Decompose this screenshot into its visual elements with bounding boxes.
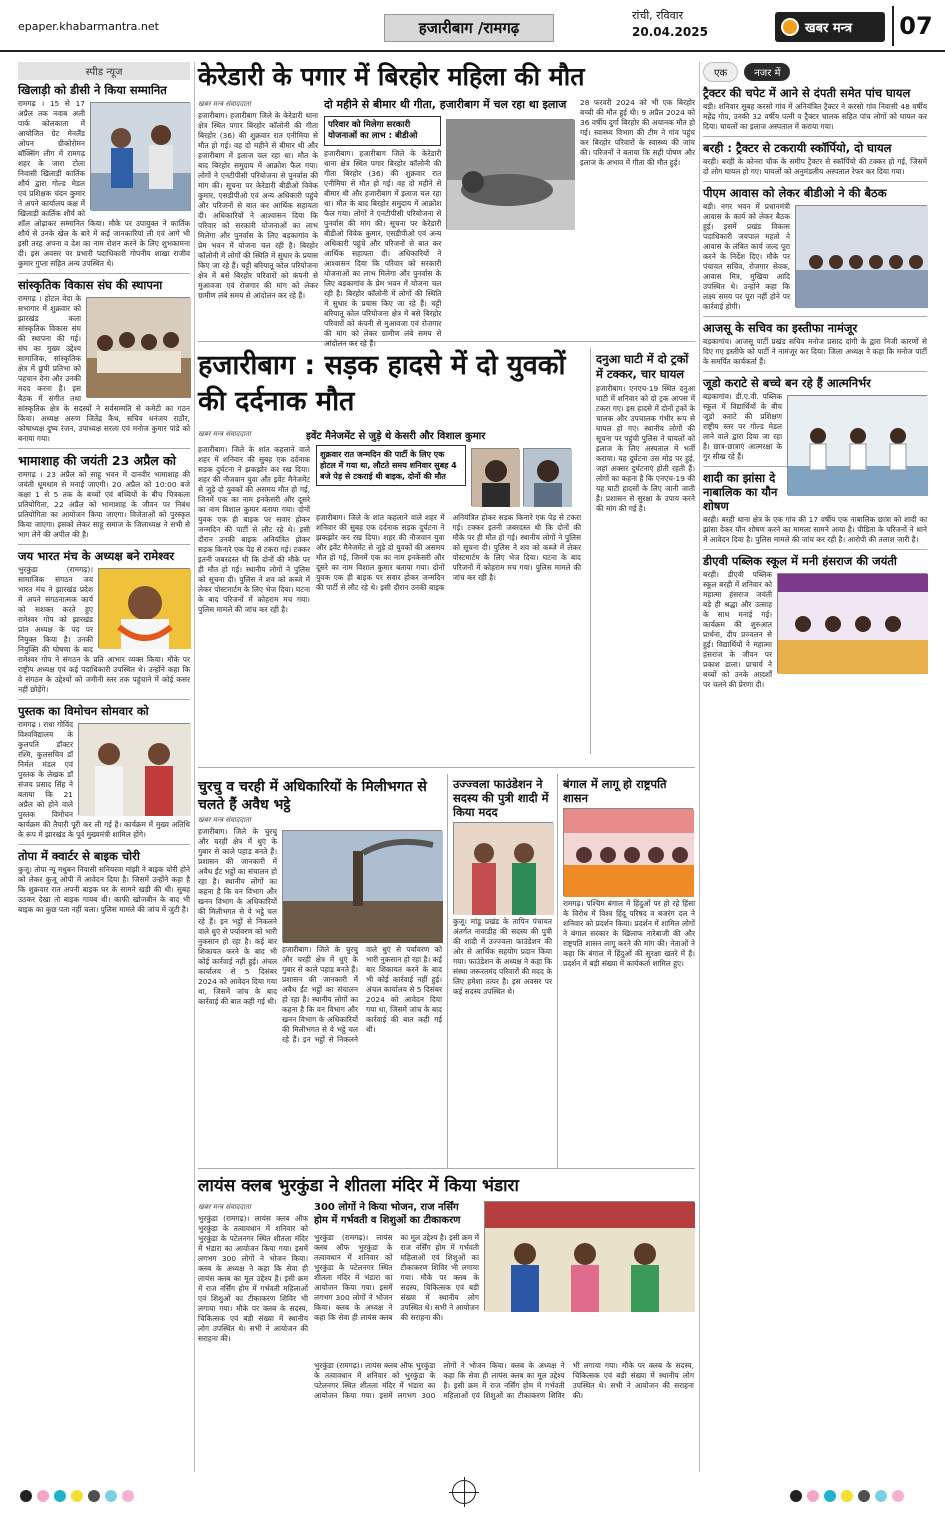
row-middle-stories bbox=[198, 774, 695, 1169]
story-headline: सांस्कृतिक विकास संघ की स्थापना bbox=[18, 278, 163, 292]
main-column bbox=[198, 62, 695, 1472]
story-body: रामगढ़ । राधा गोविंद विश्वविद्यालय के कुलपति डॉक्टर रश्मि, कुलसचिव डॉ निर्मल मंडल एवं पुस्तक के लेखक डॉ संजय प्रसाद सिंह ने बताया कि 21 अप्रैल को होने वाले पुस्तक विमोचन कार्यक्रम की तैयारी पूरी कर ली गई है। कार्यक्रम में मुख्य अतिथि के रूप में झारखंड के पूर्व मुख्यमंत्री शामिल होंगे। bbox=[18, 720, 190, 839]
story-jai-bharat bbox=[18, 549, 190, 700]
bengal-body: रामगढ़। पश्चिम बंगाल में हिंदुओं पर हो रहे हिंसा के विरोध में विश्व हिंदू परिषद व बजरंग दल ने शनिवार को प्रदर्शन किया। प्रदर्शन में शामिल लोगों ने बंगाल सरकार के खिलाफ नारेबाजी की और राष्ट्रपति शासन लागू करने की मांग की। नेताओं ने कहा कि बंगाल में हिंदुओं की सुरक्षा खतरे में है। प्रदर्शन में बड़ी संख्या में कार्यकर्ता शामिल हुए। bbox=[563, 899, 695, 968]
lions-body-cont: भुरकुंडा (रामगढ़)। लायंस क्लब ऑफ भुरकुंडा के तत्वावधान में शनिवार को भुरकुंडा के पटेलनगर स्थित शीतला मंदिर में भंडारा का आयोजन किया गया। इसमें लगभग 300 लोगों ने भोजन किया। क्लब के अध्यक्ष ने कहा कि सेवा ही लायंस क्लब का मूल उद्देश्य है। इसी क्रम में राज नर्सिंग होम में गर्भवती महिलाओं एवं शिशुओं का टीकाकरण शिविर भी लगाया गया। मौके पर क्लब के सदस्य, चिकित्सक एवं बड़ी संख्या में स्थानीय लोग उपस्थित थे। सभी ने आयोजन की सराहना की। bbox=[314, 1233, 479, 1322]
road-body: हजारीबाग। जिले के शांत कहलाने वाले शहर में शनिवार की सुबह एक दर्दनाक सड़क दुर्घटना ने झकझोर कर रख दिया। शहर की नौजवान युवा और इवेंट मैनेजमेंट से जुड़े दो युवकों की असमय मौत हो गई, जिनमें एक का नाम इनकेसरी और दूसरे का नाम विशाल कुमार बताया गया। दोनों युवक एक ही बाइक पर सवार होकर जन्मदिन की पार्टी से लौट रहे थे। इसी दौरान उनकी बाइक अनियंत्रित होकर सड़क किनारे एक पेड़ से टकरा गई। टक्कर इतनी जबरदस्त थी कि दोनों की मौके पर ही मौत हो गई। स्थानीय लोगों ने पुलिस को सूचना दी। पुलिस ने शव को कब्जे में लेकर पोस्टमार्टम के लिए भेज दिया। घटना के बाद परिजनों में कोहराम मच गया। पुलिस मामले की जांच कर रही है। bbox=[198, 445, 310, 614]
story-tractor-couple bbox=[703, 86, 927, 137]
photo-dc-honour bbox=[90, 102, 190, 210]
story-scorpio bbox=[703, 141, 927, 182]
kiln-body-cont: हजारीबाग। जिले के चुरचु और चरही क्षेत्र में धुएं के गुबार से काले पहाड़ बनते हैं। प्रशासन की जानकारी में अवैध ईंट भट्ठों का संचालन हो रहा है। स्थानीय लोगों का कहना है कि वन विभाग और खनन विभाग के अधिकारियों की मिलीभगत से ये भट्ठे चल रहे हैं। इन भट्ठों से निकलने वाले धुएं से पर्यावरण को भारी नुकसान हो रहा है। कई बार शिकायत करने के बाद भी कोई कार्रवाई नहीं हुई। अंचल कार्यालय से 5 दिसंबर 2024 को आवेदन दिया गया था, जिसमें जांच के बाद कार्रवाई की बात कही गई थी। bbox=[282, 945, 442, 1044]
story-ujjwala bbox=[448, 774, 558, 1168]
photo-cultural-meeting bbox=[86, 297, 190, 397]
story-body: बरही। बरही थाना क्षेत्र के एक गांव की 17 वर्षीय एक नाबालिक छात्रा को शादी का झांसा देकर यौन शोषण करने का मामला सामने आया है। पीड़िता के परिजनों ने थाने में आवेदन दिया है। पुलिस मामले की जांच कर रही है। आरोपी की तलाश जारी है। bbox=[703, 515, 927, 544]
column-divider bbox=[699, 62, 700, 1472]
story-lions-club bbox=[198, 1175, 695, 1465]
photo-pm-awas-meeting bbox=[795, 205, 927, 307]
story-dav-hansraj bbox=[703, 554, 927, 694]
photo-victim-1 bbox=[471, 448, 519, 506]
story-body: बड़कागांव। आजसू पार्टी प्रखंड सचिव मनोज प्रसाद दांगी के द्वारा निजी कारणों से दिए गए इस्तीफे को पार्टी ने नामंजूर कर दिया। जिला अध्यक्ष ने कहा कि मनोज पार्टी के समर्पित कार्यकर्ता हैं। bbox=[703, 337, 927, 366]
byline: खबर मन्त्र संवाददाता bbox=[198, 1203, 251, 1211]
photo-lions-bhandara bbox=[484, 1201, 694, 1311]
date-block bbox=[632, 8, 708, 40]
ujjwala-body: कुजू। मांडू प्रखंड के तापिन पंचायत अंतर्गत नावाडीह की सदस्य की पुत्री की शादी में उज्ज्वला फाउंडेशन की ओर से आर्थिक सहयोग प्रदान किया गया। फाउंडेशन के अध्यक्ष ने कहा कि संस्था जरूरतमंद परिवारों की मदद के लिए हमेशा तत्पर है। इस अवसर पर कई सदस्य उपस्थित थे। bbox=[453, 917, 552, 996]
kiln-body: हजारीबाग। जिले के चुरचु और चरही क्षेत्र में धुएं के गुबार से काले पहाड़ बनते हैं। प्रशासन की जानकारी में अवैध ईंट भट्ठों का संचालन हो रहा है। स्थानीय लोगों का कहना है कि वन विभाग और खनन विभाग के अधिकारियों की मिलीभगत से ये भट्ठे चल रहे हैं। इन भट्ठों से निकलने वाले धुएं से पर्यावरण को भारी नुकसान हो रहा है। कई बार शिकायत करने के बाद भी कोई कार्रवाई नहीं हुई। अंचल कार्यालय से 5 दिसंबर 2024 को आवेदन दिया गया था, जिसमें जांच के बाद कार्रवाई की बात कही गई थी। bbox=[198, 827, 277, 1006]
registration-dot bbox=[71, 1490, 83, 1502]
section-label: नजर में bbox=[744, 63, 790, 81]
section-header bbox=[703, 62, 927, 82]
story-pm-awas bbox=[703, 186, 927, 317]
road-boxed-sub: शुक्रवार रात जन्मदिन की पार्टी के लिए एक होटल में गया था, लौटते समय शनिवार सुबह 4 बजे पेड़ से टकराई थी बाइक, दोनों की मौत bbox=[316, 445, 466, 486]
story-headline: शादी का झांसा दे नाबालिक का यौन शोषण bbox=[703, 471, 778, 513]
story-body: बरही। डीएवी पब्लिक स्कूल बरही में शनिवार को महात्मा हंसराज जयंती बड़े ही श्रद्धा और उत्साह के साथ मनाई गई। कार्यक्रम की शुरुआत प्रार्थना, दीप प्रज्वलन से हुई। विद्यार्थियों ने महात्मा हंसराज के जीवन पर प्रकाश डाला। प्राचार्य ने बच्चों को उनके आदर्शों पर चलने की प्रेरणा दी। bbox=[703, 570, 772, 689]
story-body: बड़ी। शनिवार सुबह करसो गांव में अनियंत्रित ट्रैक्टर ने करसो गांव निवासी 48 वर्षीय महेंद्र गोप, उनकी 32 वर्षीय पत्नी व ट्रैक्टर चालक सहित पांच लोगों को घायल कर दिया। घायलों का इलाज अस्पताल में कराया गया। bbox=[703, 102, 927, 131]
lead-left-col bbox=[198, 98, 318, 338]
story-dc-honour bbox=[18, 83, 190, 274]
lead-body-part: हजारीबाग। हजारीबाग जिले के केरेडारी थाना क्षेत्र स्थित पगार बिरहोर कॉलोनी की गीता बिरहोर (36) की शुक्रवार रात एनीमिया से मौत हो गई। वह दो महीने से बीमार थी और हजारीबाग में इलाज चल रहा था। मौत के बाद बिरहोर समुदाय में आक्रोश फैल गया। लोगों ने एनटीपीसी परियोजना से पुनर्वास की मांग की। सूचना पर केरेडारी बीडीओ विवेक कुमार, एसडीपीओ एवं अन्य अधिकारी पहुंचे और परिजनों से बात कर आर्थिक सहायता दी। अधिकारियों ने आश्वासन दिया कि परिवार को सरकारी योजनाओं का लाभ मिलेगा और पुनर्वास के लिए बड़कागांव के प्रेम भवन में योजना चल रही है। बिरहोर कॉलोनी में लोगों की स्थिति में सुधार के प्रयास किए जा रहे हैं। चट्टी बरियातू कोल परियोजना क्षेत्र में बसे बिरहोर परिवारों को कंपनी से मुआवजा एवं रोजगार की मांग को लेकर ग्रामीण लंबे समय से आंदोलन कर रहे हैं। bbox=[324, 149, 442, 348]
edition-tag: हजारीबाग /रामगढ़ bbox=[384, 14, 554, 42]
story-headline: जय भारत मंच के अध्यक्ष बने रामेश्वर bbox=[18, 549, 175, 563]
registration-dot bbox=[841, 1490, 853, 1502]
column-divider bbox=[194, 62, 195, 1472]
road-headline: हजारीबाग : सड़क हादसे में दो युवकों की दर्दनाक मौत bbox=[198, 350, 566, 417]
lions-body: भुरकुंडा (रामगढ़)। लायंस क्लब ऑफ भुरकुंडा के तत्वावधान में शनिवार को भुरकुंडा के पटेलनगर स्थित शीतला मंदिर में भंडारा का आयोजन किया गया। इसमें लगभग 300 लोगों ने भोजन किया। क्लब के अध्यक्ष ने कहा कि सेवा ही लायंस क्लब का मूल उद्देश्य है। इसी क्रम में राज नर्सिंग होम में गर्भवती महिलाओं एवं शिशुओं का टीकाकरण शिविर भी लगाया गया। मौके पर क्लब के सदस्य, चिकित्सक एवं बड़ी संख्या में स्थानीय लोग उपस्थित थे। सभी ने आयोजन की सराहना की। bbox=[198, 1214, 308, 1343]
registration-marks-left bbox=[20, 1490, 134, 1502]
brand-mark-icon bbox=[781, 18, 799, 36]
story-body: बड़ी। नगर भवन में प्रधानमंत्री आवास के कार्य को लेकर बैठक हुई। इसमें प्रखंड विकास पदाधिकारी जयपाल महतो ने आवास के लंबित कार्य जल्द पूरा करने के निर्देश दिए। मौके पर पंचायत सचिव, रोजगार सेवक, आवास मित्र, मुखिया आदि उपस्थित थे। उन्होंने कहा कि लक्ष्य समय पर पूरा नहीं होने पर कार्रवाई होगी। bbox=[703, 202, 790, 311]
registration-crosshair-icon bbox=[452, 1480, 476, 1504]
byline: खबर मन्त्र संवाददाता bbox=[198, 430, 251, 438]
road-body-cont: हजारीबाग। जिले के शांत कहलाने वाले शहर में शनिवार की सुबह एक दर्दनाक सड़क दुर्घटना ने झकझोर कर रख दिया। शहर की नौजवान युवा और इवेंट मैनेजमेंट से जुड़े दो युवकों की असमय मौत हो गई, जिनमें एक का नाम इनकेसरी और दूसरे का नाम विशाल कुमार बताया गया। दोनों युवक एक ही बाइक पर सवार होकर जन्मदिन की पार्टी से लौट रहे थे। इसी दौरान उनकी बाइक अनियंत्रित होकर सड़क किनारे एक पेड़ से टकरा गई। टक्कर इतनी जबरदस्त थी कि दोनों की मौके पर ही मौत हो गई। स्थानीय लोगों ने पुलिस को सूचना दी। पुलिस ने शव को कब्जे में लेकर पोस्टमार्टम के लिए भेज दिया। घटना के बाद परिजनों में कोहराम मच गया। पुलिस मामले की जांच कर रही है। bbox=[316, 513, 581, 592]
story-cultural-sangh bbox=[18, 278, 190, 449]
story-body: रामगढ़ । 23 अप्रैल को साहू भवन में दानवीर भामाशाह की जयंती धूमधाम से मनाई जाएगी। 20 अप्रैल को 10:00 बजे कक्षा 1 से 5 तक के बच्चों एवं बच्चियों के बीच चित्रकला प्रतियोगिता, 22 अप्रैल को भामाशाह के जीवन पर निबंध प्रतियोगिता का आयोजन किया जाएगा। विजेताओं को पुरस्कृत किया जाएगा। इसको लेकर साहू समाज के जिलाध्यक्ष ने सभी से भाग लेने की अपील की है। bbox=[18, 470, 190, 539]
lead-right-col bbox=[580, 98, 695, 338]
registration-marks-right bbox=[790, 1490, 904, 1502]
story-judo bbox=[703, 376, 927, 467]
registration-dot bbox=[122, 1490, 134, 1502]
story-road-accident bbox=[198, 348, 695, 768]
byline: खबर मन्त्र संवाददाता bbox=[198, 100, 251, 108]
registration-dot bbox=[88, 1490, 100, 1502]
photo-sick-woman bbox=[446, 119, 574, 229]
left-column bbox=[18, 62, 190, 1472]
ghat-headline: दनुआ घाटी में दो ट्रकों में टक्कर, चार घायल bbox=[596, 352, 689, 381]
lead-boxed-sub: परिवार को मिलेगा सरकारी योजनाओं का लाभ : बीडीओ bbox=[324, 116, 441, 146]
byline: खबर मन्त्र संवाददाता bbox=[198, 816, 251, 824]
story-body: बड़कागांव। डी.ए.वी. पब्लिक स्कूल में विद्यार्थियों के बीच जूडो कराटे की प्रशिक्षण राष्ट्रीय स्तर पर गोल्ड मेडल लाने वाले द्वारा दिया जा रहा है। छात्र-छात्राएं आत्मरक्षा के गुर सीख रहे हैं। bbox=[703, 392, 782, 461]
registration-dot bbox=[807, 1490, 819, 1502]
kiln-headline: चुरचु व चरही में अधिकारियों के मिलीभगत से चलते हैं अवैध भट्ठे bbox=[198, 779, 427, 813]
city-day: रांची, रविवार bbox=[632, 9, 684, 22]
lions-body-lower: भुरकुंडा (रामगढ़)। लायंस क्लब ऑफ भुरकुंडा के तत्वावधान में शनिवार को भुरकुंडा के पटेलनगर स्थित शीतला मंदिर में भंडारा का आयोजन किया गया। इसमें लगभग 300 लोगों ने भोजन किया। क्लब के अध्यक्ष ने कहा कि सेवा ही लायंस क्लब का मूल उद्देश्य है। इसी क्रम में राज नर्सिंग होम में गर्भवती महिलाओं एवं शिशुओं का टीकाकरण शिविर भी लगाया गया। मौके पर क्लब के सदस्य, चिकित्सक एवं बड़ी संख्या में स्थानीय लोग उपस्थित थे। सभी ने आयोजन की सराहना की। bbox=[314, 1361, 694, 1400]
brand-name: खबर मन्त्र bbox=[805, 21, 853, 36]
right-column bbox=[703, 62, 927, 1472]
registration-dot bbox=[858, 1490, 870, 1502]
photo-bengal-protest bbox=[563, 808, 693, 896]
lead-body-part-b: 28 फरवरी 2024 को भी एक बिरहोर बच्ची की मौत हुई थी। 9 अप्रैल 2024 को 36 वर्षीय दुर्गा बिरहोर की अचानक मौत हो गई। स्वास्थ्य विभाग की टीम ने गांव पहुंच कर बिरहोर परिवारों के स्वास्थ्य की जांच की। परिजनों ने बताया कि सही पोषण और इलाज के अभाव में गीता की मौत हुई। bbox=[580, 98, 695, 167]
registration-dot bbox=[790, 1490, 802, 1502]
story-body: रामगढ़ । होटल वेदा के सभागार में शुक्रवार को झारखंड कला सांस्कृतिक विकास संघ की स्थापना की गई। संघ का मुख्य उद्देश्य सामाजिक, सांस्कृतिक क्षेत्र में छुपी प्रतिभा को पहचान देना और उनकी मदद करना है। इस बैठक में संगीत तथा सांस्कृतिक क्षेत्र के सदस्यों ने सर्वसम्मति से कमेटी का गठन किया। अध्यक्ष अरुण जितेंद्र कैथ, सचिव धनंजय राठौर, कोषाध्यक्ष दुष्य रंजन, उपाध्यक्ष सरला एवं मनोज कुमार पांडे को बनाया गया। bbox=[18, 294, 190, 443]
story-ajsu bbox=[703, 321, 927, 372]
page-number: 07 bbox=[892, 6, 938, 46]
story-body: रामगढ़ । 15 से 17 अप्रैल तक नवाब अली पार्क कोलकाता में आयोजित ग्रेट मेनलैंड ओपन ग्रीकोरोमन बॉक्सिंग लीग में रामगढ़ शहर के जारा टोला निवासी खिलाड़ी कार्तिक शौर्य द्वारा गोल्ड मेडल एवं प्रशिक्षक चंदन कुमार ने अपने कार्यालय कक्ष में खिलाड़ी कार्तिक शौर्य को शॉल ओढ़ाकर सम्मानित किया। मौके पर उपायुक्त ने कार्तिक शौर्य से उनके खेल के बारे में कई जानकारियां ली एवं आगे भी इसी तरह अपना व देश का नाम रोशन करने के लिए शुभकामना दी। इस अवसर पर प्रभारी पदाधिकारी गोपनीय शाखा राजीव कुमार गुप्ता सहित अन्य उपस्थित थे। bbox=[18, 99, 190, 268]
issue-date: 20.04.2025 bbox=[632, 25, 708, 39]
lead-kicker: दो महीने से बीमार थी गीता, हजारीबाग में चल रहा था इलाज bbox=[324, 98, 567, 111]
registration-dot bbox=[105, 1490, 117, 1502]
story-headline: डीएवी पब्लिक स्कूल में मनी हंसराज की जयंती bbox=[703, 554, 897, 568]
story-headline: बरही : ट्रैक्टर से टकरायी स्कॉर्पियो, दो घायल bbox=[703, 141, 892, 155]
lions-headline: लायंस क्लब भुरकुंडा ने शीतला मंदिर में किया भंडारा bbox=[198, 1176, 519, 1196]
story-headline: जूडो कराटे से बच्चे बन रहे हैं आत्मनिर्भर bbox=[703, 376, 871, 390]
story-bhamashah bbox=[18, 453, 190, 545]
lead-center-col bbox=[324, 98, 574, 348]
site-url[interactable]: epaper.khabarmantra.net bbox=[18, 20, 159, 33]
lions-kicker: 300 लोगों ने किया भोजन, राज नर्सिंग होम में गर्भवती व शिशुओं का टीकाकरण bbox=[314, 1202, 461, 1226]
story-headline: भामाशाह की जयंती 23 अप्रैल को bbox=[18, 453, 176, 468]
road-kicker: इवेंट मैनेजमेंट से जुड़े थे केसरी और विशाल कुमार bbox=[306, 431, 486, 442]
story-illegal-kilns bbox=[198, 774, 448, 1168]
story-body: कुजू। तोपा न्यू मधुबन निवासी सनियरवा मांझी ने बाइक चोरी होने को लेकर कुजू ओपी में आवेदन दिया है। जिसमें उन्होंने कहा है कि शुक्रवार रात अपनी बाइक घर के सामने खड़ी की थी। सुबह उठकर देखा तो बाइक गायब थी। काफी खोजबीन के बाद भी बाइक का कुछ पता नहीं चला। पुलिस मामले की जांच में जुटी है। bbox=[18, 865, 190, 914]
section-label: स्पीड न्यूज bbox=[18, 62, 190, 80]
story-headline: तोपा में क्वार्टर से बाइक चोरी bbox=[18, 849, 140, 863]
lead-body-part: हजारीबाग। हजारीबाग जिले के केरेडारी थाना क्षेत्र स्थित पगार बिरहोर कॉलोनी की गीता बिरहोर (36) की शुक्रवार रात एनीमिया से मौत हो गई। वह दो महीने से बीमार थी और हजारीबाग में इलाज चल रहा था। मौत के बाद बिरहोर समुदाय में आक्रोश फैल गया। लोगों ने एनटीपीसी परियोजना से पुनर्वास की मांग की। सूचना पर केरेडारी बीडीओ विवेक कुमार, एसडीपीओ एवं अन्य अधिकारी पहुंचे और परिजनों से बात कर आर्थिक सहायता दी। अधिकारियों ने आश्वासन दिया कि परिवार को सरकारी योजनाओं का लाभ मिलेगा और पुनर्वास के लिए बड़कागांव के प्रेम भवन में योजना चल रही है। बिरहोर कॉलोनी में लोगों की स्थिति में सुधार के प्रयास किए जा रहे हैं। चट्टी बरियातू कोल परियोजना क्षेत्र में बसे बिरहोर परिवारों को कंपनी से मुआवजा एवं रोजगार की मांग को लेकर ग्रामीण लंबे समय से आंदोलन कर रहे हैं। bbox=[198, 111, 318, 300]
section-tag: एक bbox=[703, 62, 738, 82]
story-body: बरही। बरही के कोनरा चौक के समीप ट्रैक्टर से स्कॉर्पियो की टक्कर हो गई, जिसमें दो लोग घायल हो गए। घायलों को अनुमंडलीय अस्पताल रेफर कर दिया गया। bbox=[703, 157, 927, 176]
story-body: भुरकुंडा (रामगढ़)। सामाजिक संगठन जय भारत मंच ने झारखंड प्रदेश में अपने संगठनात्मक कार्य को सशक्त करते हुए रामेश्वर गोप को झारखंड प्रांत अध्यक्ष के पद पर नियुक्त किया है। उनकी नियुक्ति की घोषणा के बाद रामेश्वर गोप ने संगठन के प्रति आभार व्यक्त किया। मौके पर राष्ट्रीय अध्यक्ष एवं कई पदाधिकारी उपस्थित थे। उन्होंने कहा कि वे संगठन के उद्देश्यों को जमीनी स्तर तक पहुंचाने में कोई कसर नहीं छोड़ेंगे। bbox=[18, 565, 190, 694]
ujjwala-headline: उज्ज्वला फाउंडेशन ने सदस्य की पुत्री शादी में किया मदद bbox=[453, 777, 549, 819]
story-headline: खिलाड़ी को डीसी ने किया सम्मानित bbox=[18, 83, 167, 97]
bengal-headline: बंगाल में लागू हो राष्ट्रपति शासन bbox=[563, 777, 667, 805]
photo-book-launch bbox=[78, 723, 190, 815]
photo-victim-2 bbox=[523, 448, 571, 506]
brand-logo bbox=[775, 12, 885, 42]
story-headline: पीएम आवास को लेकर बीडीओ ने की बैठक bbox=[703, 186, 887, 200]
story-bengal bbox=[558, 774, 695, 1168]
photo-judo bbox=[787, 395, 927, 495]
story-headline: पुस्तक का विमोचन सोमवार को bbox=[18, 704, 149, 718]
photo-brick-kiln bbox=[282, 830, 442, 942]
masthead bbox=[0, 0, 945, 52]
photo-ujjwala bbox=[453, 822, 553, 914]
ghat-body: हजारीबाग। एनएच-19 स्थित दनुआ घाटी में शनिवार को दो ट्रक आपस में टकरा गए। इस हादसे में दोनों ट्रकों के चालक और उपचालक गंभीर रूप से घायल हो गए। स्थानीय लोगों की सूचना पर पहुंची पुलिस ने घायलों को इलाज के लिए अस्पताल में भर्ती कराया। यह दुर्घटना उस मोड़ पर हुई, जहां अक्सर दुर्घटनाएं होती रहती हैं। लोगों का कहना है कि एनएच-19 की यह घाटी हादसों के लिए जानी जाती है। प्रशासन से सुरक्षा के उपाय करने की मांग की गई है। bbox=[596, 384, 695, 513]
registration-dot bbox=[824, 1490, 836, 1502]
story-headline: ट्रैक्टर की चपेट में आने से दंपती समेत पांच घायल bbox=[703, 86, 911, 100]
photo-dav-hansraj bbox=[777, 573, 927, 673]
registration-dot bbox=[37, 1490, 49, 1502]
story-headline: आजसू के सचिव का इस्तीफा नामंजूर bbox=[703, 321, 858, 335]
story-bike-theft bbox=[18, 849, 190, 919]
registration-dot bbox=[20, 1490, 32, 1502]
lead-headline: केरेडारी के पगार में बिरहोर महिला की मौत bbox=[198, 62, 585, 91]
story-book-launch bbox=[18, 704, 190, 845]
photo-rameshwar bbox=[98, 568, 190, 648]
registration-dot bbox=[892, 1490, 904, 1502]
story-birhor-death bbox=[198, 62, 695, 348]
registration-dot bbox=[54, 1490, 66, 1502]
registration-dot bbox=[875, 1490, 887, 1502]
